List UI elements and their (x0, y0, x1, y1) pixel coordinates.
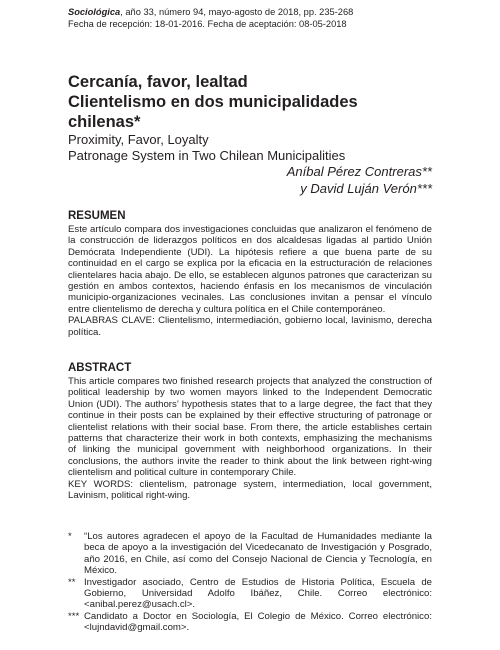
journal-name: Sociológica (68, 7, 121, 17)
footnote-text: “Los autores agradecen el apoyo de la Facultad de Humanidades mediante la beca de apoyo a la investigación del Vicedecanato de Investigación y Posgrado, año 2016, en Chile, así como del Consejo Nacional de Ciencia y Tecnología, en México. (84, 531, 432, 577)
resumen-section (68, 209, 432, 338)
english-title-line-2: Patronage System in Two Chilean Municipalities (68, 148, 346, 163)
title-line-2: Clientelismo en dos municipalidades chilenas* (68, 93, 358, 131)
footnote (68, 531, 432, 577)
resumen-body: Este artículo compara dos investigaciones concluidas que analizaron el fenómeno de la construcción de liderazgos políticos en dos alcaldesas ligadas al partido Unión Demócrata Independiente (UDI). La hipótesis refiere a que buena parte de su continuidad en el cargo se explica por la eficacia en la estructuración de relaciones clientelares hacia abajo. De ello, se establecen algunos patrones que caracterizan su gestión en ambos contextos, haciendo énfasis en los mecanismos de vinculación municipio-organizaciones vecinales. Las conclusiones invitan a pensar el vínculo entre clientelismo de derecha y cultura política en el Chile contemporáneo. (68, 224, 432, 315)
abstract-body: This article compares two finished research projects that analyzed the construction of political leadership by two women mayors linked to the Independent Democratic Union (UDI). The authors’ hypothesis states that to a large degree, the fact that they continue in their posts can be explained by their effective structuring of patronage or clientelist relations with their social base. From there, the article establishes certain patterns that characterize their work in both contexts, emphasizing the mechanisms of linking the municipal government with neighborhood organizations. In their conclusions, the authors invite the reader to think about the link between right-wing clientelism and political culture in contemporary Chile. (68, 376, 432, 479)
english-title-line-1: Proximity, Favor, Loyalty (68, 132, 209, 147)
abstract-keywords: KEY WORDS: clientelism, patronage system, intermediation, local government, Lavinism, political right-wing. (68, 478, 432, 502)
authors (287, 163, 432, 197)
footnote (68, 611, 432, 634)
journal-issue-details: , año 33, número 94, mayo-agosto de 2018, pp. 235-268 (120, 7, 354, 17)
footnotes (68, 531, 432, 634)
footnote (68, 577, 432, 611)
title-line-1: Cercanía, favor, lealtad (68, 73, 248, 91)
journal-header (68, 6, 432, 30)
resumen-keywords: PALABRAS CLAVE: Clientelismo, intermediación, gobierno local, lavinismo, derecha política. (68, 315, 432, 338)
footnote-mark: *** (68, 610, 80, 622)
footnote-text: Candidato a Doctor en Sociología, El Colegio de México. Correo electrónico: <lujndavid@gmail.com>. (84, 610, 432, 634)
abstract-heading: ABSTRACT (68, 362, 132, 374)
resumen-heading: RESUMEN (68, 210, 126, 222)
journal-citation (68, 6, 432, 18)
author-2: y David Luján Verón*** (300, 181, 432, 196)
title-block (68, 72, 432, 164)
footnote-mark: ** (68, 576, 76, 588)
footnote-text: Investigador asociado, Centro de Estudios de Historia Política, Escuela de Gobierno, Universidad Adolfo Ibáñez, Chile. Correo electrónico: <anibal.perez@usach.cl>. (84, 576, 432, 611)
journal-dates: Fecha de recepción: 18-01-2016. Fecha de aceptación: 08-05-2018 (68, 19, 347, 29)
footnote-mark: * (68, 531, 72, 542)
author-1: Aníbal Pérez Contreras** (286, 164, 432, 179)
abstract-section (68, 361, 432, 501)
